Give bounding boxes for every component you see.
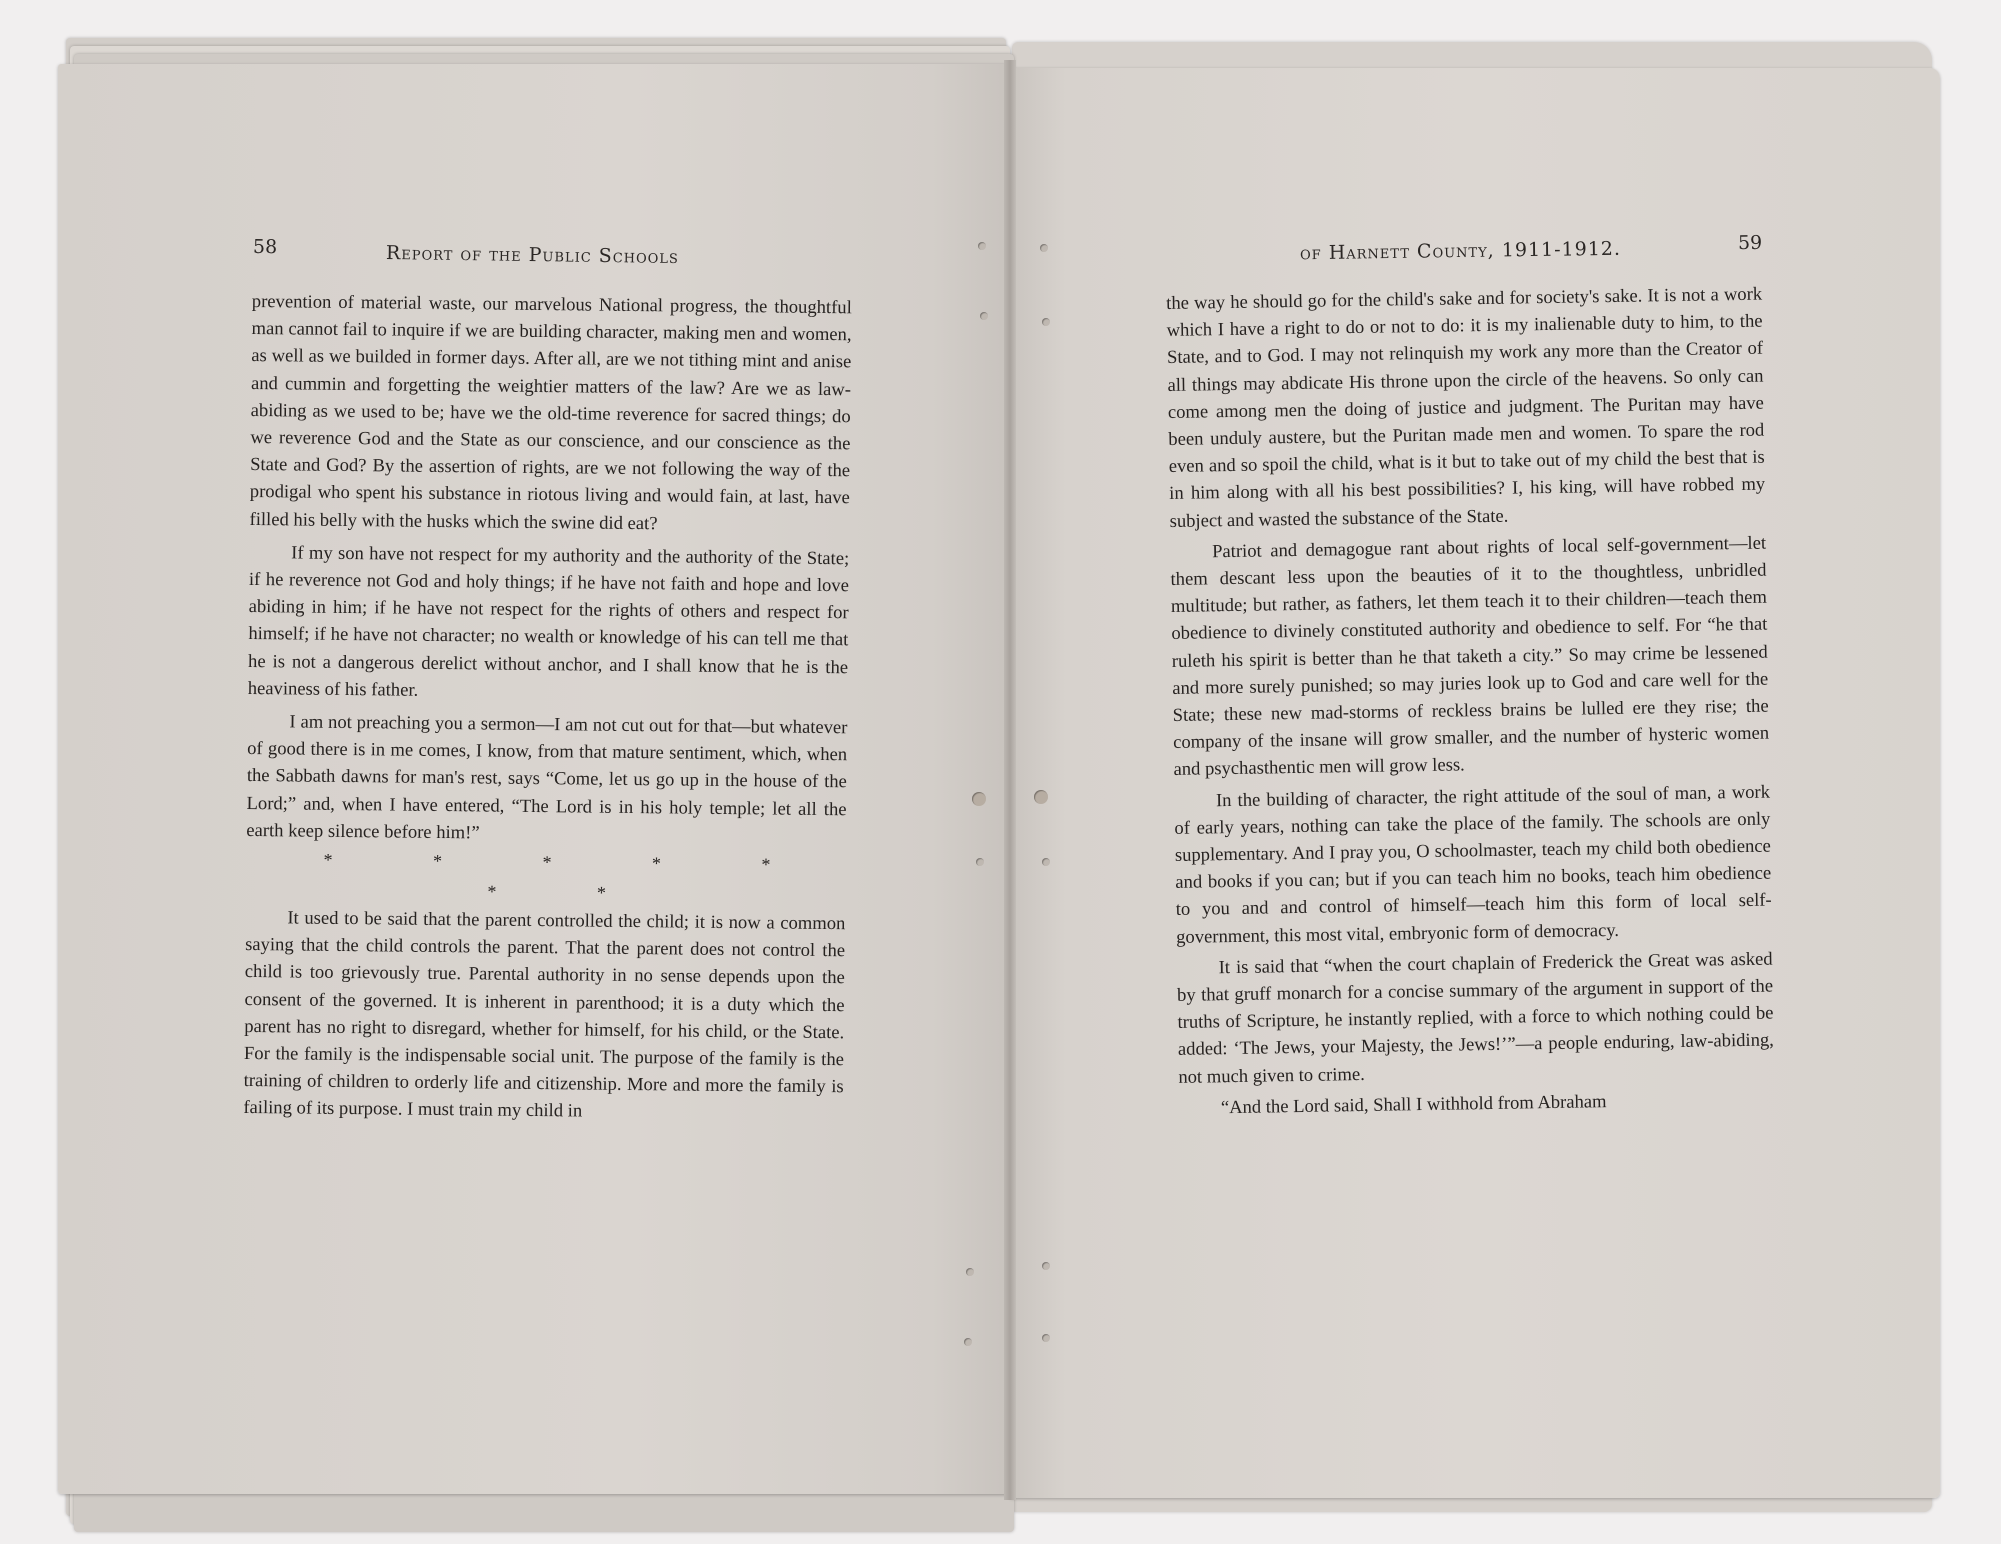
right-paragraph-2: Patriot and demagogue rant about rights of local self-government—let them descant less upon the beauties of it to the thoughtless, unbridled multitude; but rather, as fathers, let them teach it to their children—teach them obedience to divinely constituted authority and obedience to self. For “he that ruleth his spirit is better than he that taketh a city.” So may crime be lessened and more surely punished; so may juries look up to God and care well for the State; these new mad-storms of reckless brains be lulled ere they rise; the company of the insane will grow smaller, and the number of hysteric women and psychasthentic men will grow less. xyxy=(1170,532,1770,781)
right-paragraph-3: In the building of character, the right attitude of the soul of man, a work of early years, nothing can take the place of the family. The schools are only supplementary. And I pray you, O schoolmaster, teach my child both obedience and books if you can; but if you can teach him no books, teach him obedience to you and and control of himself—teach him this form of local self-government, this most vital, embryonic form of democracy. xyxy=(1174,781,1772,948)
binding-hole xyxy=(1034,790,1048,804)
right-paragraph-4: It is said that “when the court chaplain of Frederick the Great was asked by that gruff monarch for a concise summary of the argument in support of the truths of Scripture, he instantly replied, with a force to which nothing could be added: ‘The Jews, your Majesty, the Jews!’”—a people enduring, law-abiding, not much given to crime. xyxy=(1176,948,1775,1088)
right-page-text xyxy=(1166,281,1775,1122)
binding-hole xyxy=(972,792,986,806)
binding-hole xyxy=(1042,318,1050,326)
section-break-stars: * * * * * * * xyxy=(323,849,819,904)
left-paragraph-3: I am not preaching you a sermon—I am not cut out for that—but whatever of good there is in me comes, I know, from that mature sentiment, which, when the Sabbath dawns for man's rest, says “Come, let us go up in the house of the Lord;” and, when I have entered, “The Lord is in his holy temple; let all the earth keep silence before him!” xyxy=(246,711,848,844)
binding-hole xyxy=(966,1268,974,1276)
binding-hole xyxy=(1042,1334,1050,1342)
left-running-head: Report of the Public Schools xyxy=(385,241,680,269)
left-paragraph-4: It used to be said that the parent controlled the child; it is now a common saying that the child controls the parent. That the parent does not control the child is too grievously true. Parental authority in no sense depends upon the consent of the governed. It is inherent in parenthood; it is a duty which the parent has no right to disregard, whether for himself, for his child, or the State. For the family is the indispensable social unit. The purpose of the family is the training of children to orderly life and citizenship. More and more the family is failing of its purpose. I must train my child in xyxy=(243,907,846,1122)
binding-hole xyxy=(980,312,988,320)
binding-hole xyxy=(1042,858,1050,866)
right-page-number: 59 xyxy=(1737,231,1763,255)
right-paragraph-5: “And the Lord said, Shall I withhold from Abraham xyxy=(1220,1091,1607,1119)
left-paragraph-1: prevention of material waste, our marvelous National progress, the thoughtful man cannot fail to inquire if we are building character, making men and women, as well as we builded in former days. After all, are we not tithing mint and anise and cummin and forgetting the weightier matters of the law? Are we as law-abiding as we used to be; have we the old-time reverence for sacred things; do we reverence God and the State as our conscience, and our conscience as the State and God? By the assertion of rights, are we not following the way of the prodigal who spent his substance in riotous living and would fain, at last, have filled his belly with the husks which the swine did eat? xyxy=(249,290,852,534)
right-running-head: of Harnett County, 1911-1912. xyxy=(1299,237,1622,265)
binding-hole xyxy=(1042,1262,1050,1270)
left-paragraph-2: If my son have not respect for my authority and the authority of the State; if he reverence not God and holy things; if he have not faith and hope and love abiding in him; if he have not respect for the rights of others and respect for himself; if he have not character; no wealth or knowledge of his can tell me that he is not a dangerous derelict without anchor, and I shall know that he is the heaviness of his father. xyxy=(247,542,850,701)
binding-hole xyxy=(976,858,984,866)
right-paragraph-1: the way he should go for the child's sake and for society's sake. It is not a work which I have a right to do or not to do: it is my inalienable duty to him, to the State, and to God. I may not relinquish my work any more than the Creator of all things may abdicate His throne upon the circle of the heavens. So only can come among men the doing of justice and judgment. The Puritan may have been unduly austere, but the Puritan made men and women. To spare the rod even and so spoil the child, what is it but to take out of my child the best that is in him along with all his best possibilities? I, his king, will have robbed my subject and wasted the substance of the State. xyxy=(1166,283,1766,532)
binding-hole xyxy=(978,242,986,250)
binding-hole xyxy=(964,1338,972,1346)
book-gutter xyxy=(1004,60,1016,1500)
left-page-number: 58 xyxy=(252,235,278,259)
binding-hole xyxy=(1040,244,1048,252)
left-page-text xyxy=(243,288,852,1128)
